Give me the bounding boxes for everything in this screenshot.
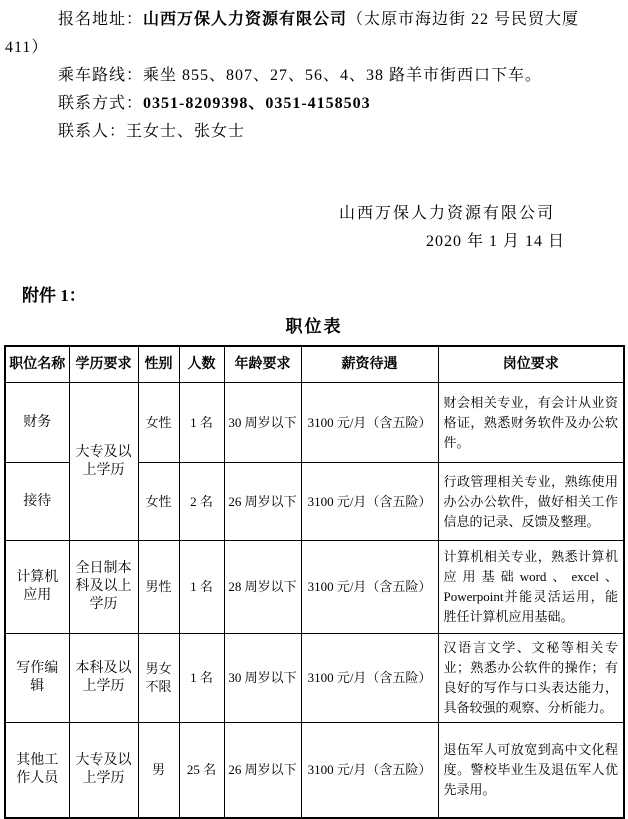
- header-requirements: 岗位要求: [438, 346, 624, 383]
- table-row: [5, 634, 624, 723]
- age-cell: 28 周岁以下: [224, 541, 301, 634]
- header-age: 年龄要求: [224, 346, 301, 383]
- header-count: 人数: [179, 346, 224, 383]
- age-cell: 30 周岁以下: [224, 634, 301, 723]
- signature-date: 2020 年 1 月 14 日: [425, 233, 565, 250]
- header-education: 学历要求: [69, 346, 138, 383]
- requirements-cell: 财会相关专业，有会计从业资格证，熟悉财务软件及办公软件。: [438, 383, 624, 463]
- table-header-row: [5, 346, 624, 383]
- header-gender: 性别: [138, 346, 179, 383]
- gender-cell: 女性: [138, 463, 179, 541]
- age-cell: 30 周岁以下: [224, 383, 301, 463]
- contact-label: 联系方式：: [58, 95, 144, 112]
- salary-cell: 3100 元/月（含五险）: [301, 723, 438, 819]
- gender-cell: 男女不限: [138, 634, 179, 723]
- table-row: [5, 541, 624, 634]
- table-row: [5, 723, 624, 819]
- header-position: 职位名称: [5, 346, 69, 383]
- gender-cell: 男: [138, 723, 179, 819]
- count-cell: 1 名: [179, 541, 224, 634]
- position-cell: 财务: [5, 383, 69, 463]
- address-wrap-line: 411）: [5, 39, 49, 56]
- positions-table: [4, 345, 625, 819]
- education-cell: 本科及以上学历: [69, 634, 138, 723]
- position-cell: 写作编辑: [5, 634, 69, 723]
- age-cell: 26 周岁以下: [224, 463, 301, 541]
- position-cell: 其他工作人员: [5, 723, 69, 819]
- requirements-cell: 汉语言文学、文秘等相关专业；熟悉办公软件的操作；有良好的写作与口头表达能力，具备较强的观察、分析能力。: [438, 634, 624, 723]
- salary-cell: 3100 元/月（含五险）: [301, 634, 438, 723]
- requirements-cell: 计算机相关专业，熟悉计算机应用基础word、excel、Powerpoint并能灵活运用，能胜任计算机应用基础。: [438, 541, 624, 634]
- count-cell: 25 名: [179, 723, 224, 819]
- salary-cell: 3100 元/月（含五险）: [301, 463, 438, 541]
- contact-persons-line: 联系人：王女士、张女士: [58, 123, 246, 140]
- address-company: 山西万保人力资源有限公司: [143, 11, 348, 28]
- gender-cell: 男性: [138, 541, 179, 634]
- intro-section: [0, 0, 628, 146]
- position-cell: 计算机应用: [5, 541, 69, 634]
- contact-line: [0, 90, 628, 118]
- requirements-cell: 行政管理相关专业，熟练使用办公办公软件，做好相关工作信息的记录、反馈及整理。: [438, 463, 624, 541]
- education-cell: 全日制本科及以上学历: [69, 541, 138, 634]
- address-label: 报名地址：: [58, 11, 144, 28]
- count-cell: 2 名: [179, 463, 224, 541]
- signature-company: 山西万保人力资源有限公司: [338, 205, 555, 222]
- education-cell: 大专及以上学历: [69, 723, 138, 819]
- education-cell-merged: 大专及以上学历: [69, 383, 138, 541]
- attachment-label: 附件 1：: [22, 286, 86, 305]
- contact-numbers: 0351-8209398、0351-4158503: [143, 95, 371, 112]
- age-cell: 26 周岁以下: [224, 723, 301, 819]
- salary-cell: 3100 元/月（含五险）: [301, 383, 438, 463]
- salary-cell: 3100 元/月（含五险）: [301, 541, 438, 634]
- position-cell: 接待: [5, 463, 69, 541]
- gender-cell: 女性: [138, 383, 179, 463]
- header-salary: 薪资待遇: [301, 346, 438, 383]
- count-cell: 1 名: [179, 383, 224, 463]
- page-title: 职位表: [285, 317, 343, 336]
- bus-line: 乘车路线：乘坐 855、807、27、56、4、38 路羊市街西口下车。: [58, 67, 543, 84]
- table-row: [5, 383, 624, 463]
- count-cell: 1 名: [179, 634, 224, 723]
- address-line: [0, 6, 628, 34]
- requirements-cell: 退伍军人可放宽到高中文化程度。警校毕业生及退伍军人优先录用。: [438, 723, 624, 819]
- address-tail: （太原市海边街 22 号民贸大厦: [347, 11, 580, 28]
